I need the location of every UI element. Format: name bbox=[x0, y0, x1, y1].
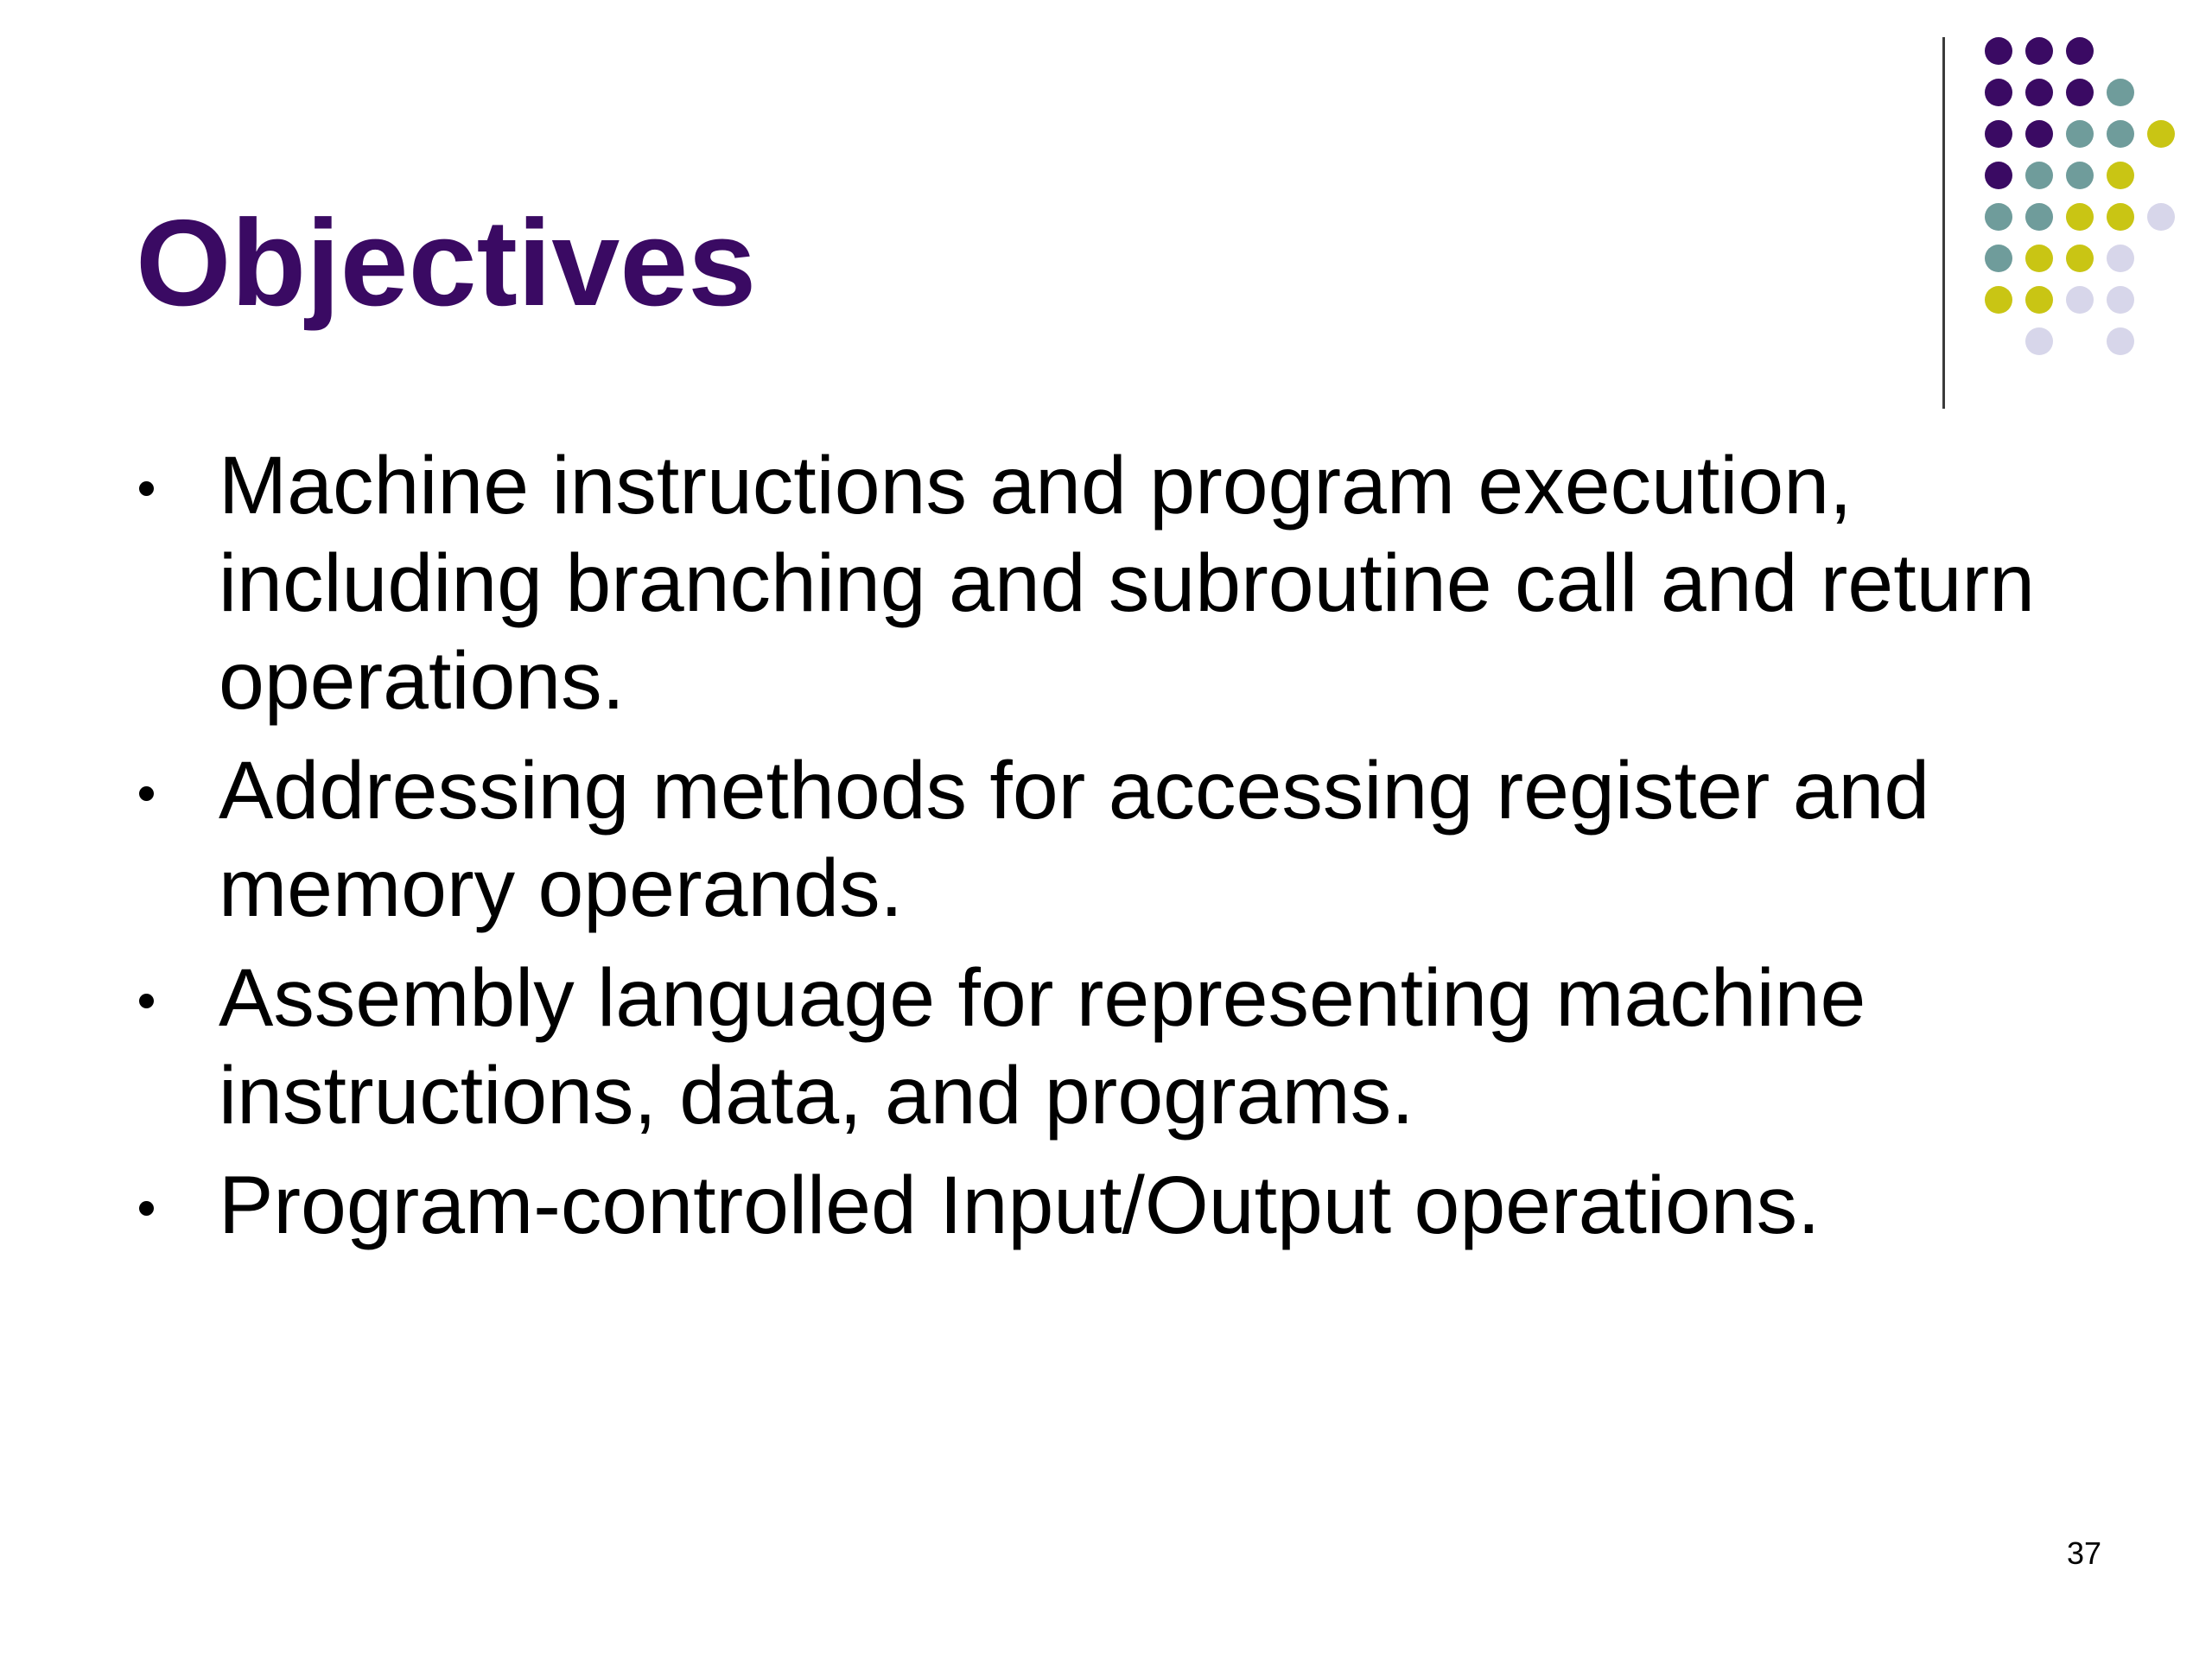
dot bbox=[2107, 120, 2134, 148]
dot bbox=[2025, 162, 2053, 189]
dot bbox=[1985, 245, 2012, 272]
list-item bbox=[136, 742, 2037, 938]
list-item-text: Addressing methods for accessing register and memory operands. bbox=[219, 745, 1930, 934]
dot bbox=[2066, 37, 2094, 65]
decorative-dot-grid bbox=[1984, 30, 2191, 359]
page-number: 37 bbox=[2066, 1535, 2102, 1571]
dot bbox=[1985, 37, 2012, 65]
dot bbox=[2025, 203, 2053, 231]
objectives-list bbox=[136, 437, 2037, 1267]
dot bbox=[2025, 327, 2053, 355]
dot bbox=[2107, 245, 2134, 272]
dot bbox=[2025, 286, 2053, 314]
dot bbox=[2066, 120, 2094, 148]
dot bbox=[1985, 79, 2012, 106]
dot bbox=[1985, 120, 2012, 148]
dot bbox=[2025, 120, 2053, 148]
dot bbox=[2066, 203, 2094, 231]
dot bbox=[2107, 286, 2134, 314]
list-item bbox=[136, 437, 2037, 730]
dot bbox=[2147, 203, 2175, 231]
bullet-icon bbox=[139, 786, 154, 801]
bullet-icon bbox=[139, 481, 154, 496]
vertical-divider bbox=[1942, 37, 1945, 409]
dot bbox=[2107, 162, 2134, 189]
list-item bbox=[136, 1157, 2037, 1255]
dot bbox=[2025, 245, 2053, 272]
dot bbox=[1985, 286, 2012, 314]
dot bbox=[2107, 203, 2134, 231]
dot bbox=[2066, 79, 2094, 106]
dot bbox=[1985, 162, 2012, 189]
dot bbox=[2107, 79, 2134, 106]
slide-title: Objectives bbox=[136, 194, 757, 332]
dot bbox=[2066, 286, 2094, 314]
dot bbox=[2025, 79, 2053, 106]
list-item bbox=[136, 950, 2037, 1145]
dot bbox=[1985, 203, 2012, 231]
list-item-text: Machine instructions and program execution, including branching and subroutine call and return operations. bbox=[219, 440, 2035, 727]
dot bbox=[2025, 37, 2053, 65]
list-item-text: Assembly language for representing machine instructions, data, and programs. bbox=[219, 952, 1866, 1141]
dot bbox=[2147, 120, 2175, 148]
dot bbox=[2107, 327, 2134, 355]
list-item-text: Program-controlled Input/Output operations. bbox=[219, 1160, 1821, 1251]
dot bbox=[2066, 162, 2094, 189]
dot bbox=[2066, 245, 2094, 272]
bullet-icon bbox=[139, 994, 154, 1008]
bullet-icon bbox=[139, 1201, 154, 1216]
